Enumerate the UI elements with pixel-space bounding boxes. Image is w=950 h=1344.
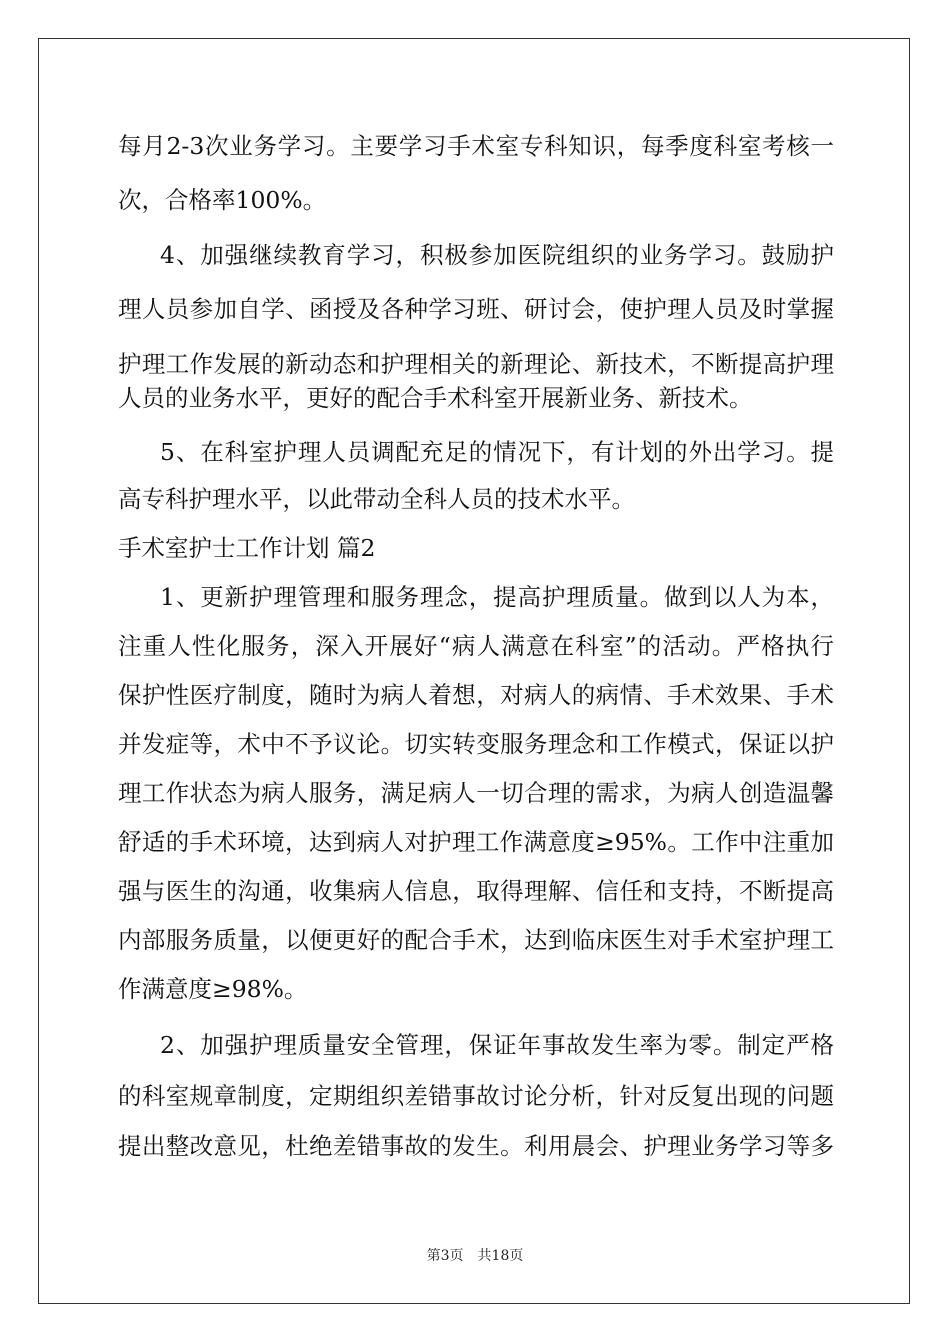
text-line: 2、加强护理质量安全管理，保证年事故发生率为零。制定严格 [160, 1031, 834, 1059]
section-heading: 手术室护士工作计划 篇2 [118, 534, 376, 562]
text-line: 提出整改意见，杜绝差错事故的发生。利用晨会、护理业务学习等多 [118, 1132, 834, 1160]
text-line: 高专科护理水平，以此带动全科人员的技术水平。 [118, 485, 635, 513]
text-line: 人员的业务水平，更好的配合手术科室开展新业务、新技术。 [118, 384, 753, 412]
text-line: 5、在科室护理人员调配充足的情况下，有计划的外出学习。提 [160, 438, 834, 466]
text-line: 作满意度≥98%。 [118, 975, 308, 1003]
text-line: 护理工作发展的新动态和护理相关的新理论、新技术，不断提高护理 [118, 350, 834, 378]
text-line: 注重人性化服务，深入开展好“病人满意在科室”的活动。严格执行 [118, 632, 834, 660]
text-line: 1、更新护理管理和服务理念，提高护理质量。做到以人为本， [160, 583, 834, 611]
text-line: 的科室规章制度，定期组织差错事故讨论分析，针对反复出现的问题 [118, 1082, 834, 1110]
text-line: 4、加强继续教育学习，积极参加医院组织的业务学习。鼓励护 [160, 241, 834, 269]
page-frame [38, 38, 910, 1304]
text-line: 并发症等，术中不予议论。切实转变服务理念和工作模式，保证以护 [118, 730, 834, 758]
text-line: 每月2-3次业务学习。主要学习手术室专科知识，每季度科室考核一 [118, 132, 834, 160]
text-line: 理工作状态为病人服务，满足病人一切合理的需求，为病人创造温馨 [118, 779, 834, 807]
text-line: 强与医生的沟通，收集病人信息，取得理解、信任和支持，不断提高 [118, 877, 834, 905]
text-line: 次，合格率100%。 [118, 186, 327, 214]
text-line: 保护性医疗制度，随时为病人着想，对病人的病情、手术效果、手术 [118, 681, 834, 709]
text-line: 理人员参加自学、函授及各种学习班、研讨会，使护理人员及时掌握 [118, 295, 834, 323]
text-line: 内部服务质量，以便更好的配合手术，达到临床医生对手术室护理工 [118, 926, 834, 954]
page-number-footer: 第3页 共18页 [426, 1248, 524, 1264]
text-line: 舒适的手术环境，达到病人对护理工作满意度≥95%。工作中注重加 [118, 828, 834, 856]
